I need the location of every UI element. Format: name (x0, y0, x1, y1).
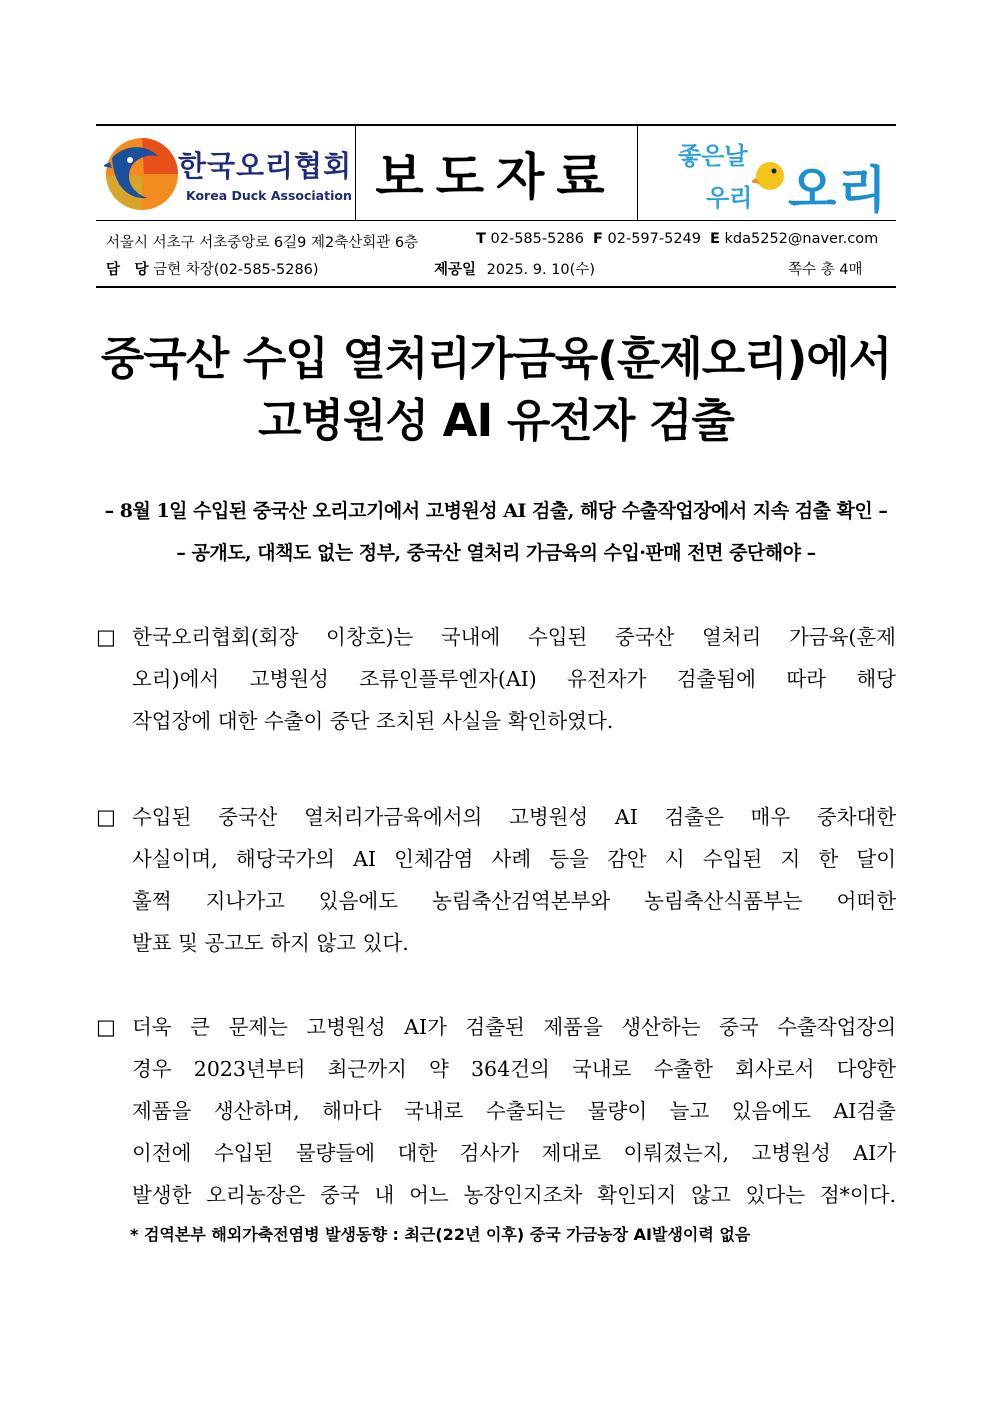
duck-logo-icon (104, 136, 180, 212)
subhead-1: – 8월 1일 수입된 중국산 오리고기에서 고병원성 AI 검출, 해당 수출작업장에서 지속 검출 확인 – (104, 500, 888, 522)
paragraph-line: 수입된 중국산 열처리가금육에서의 고병원성 AI 검출은 매우 중차대한 (132, 805, 896, 829)
date-value: 2025. 9. 10(수) (486, 262, 595, 278)
brand-text-2: 우리 (706, 184, 753, 212)
association-logo (100, 132, 352, 214)
page-count: 쪽수 총 4매 (788, 262, 863, 278)
paragraph-line: 사실이며, 해당국가의 AI 인체감염 사례 등을 감안 시 수입된 지 한 달이 (132, 847, 896, 871)
manager-label: 담 당 (106, 262, 149, 278)
header-top-rule (96, 124, 896, 126)
tel-label: T (476, 231, 486, 247)
paragraph-line: 오리)에서 고병원성 조류인플루엔자(AI) 유전자가 검출됨에 따라 해당 (132, 667, 896, 691)
paragraph-line: 훌쩍 지나가고 있음에도 농림축산검역본부와 농림축산식품부는 어떠한 (132, 889, 896, 913)
date-info (434, 258, 595, 279)
manager-info (106, 258, 319, 279)
paragraph-line: 이전에 수입된 물량들에 대한 검사가 제대로 이뤄졌는지, 고병원성 AI가 (132, 1141, 896, 1165)
header-mid-rule (96, 220, 896, 221)
manager-value: 금현 차장(02-585-5286) (153, 262, 319, 278)
fax-info (593, 231, 701, 247)
header-bottom-rule (96, 286, 896, 288)
address: 서울시 서초구 서초중앙로 6길9 제2축산회관 6층 (106, 235, 419, 251)
checkbox-bullet-icon: □ (96, 805, 116, 829)
doc-type-title: 보도자료 (375, 148, 617, 206)
fax-value: 02-597-5249 (607, 231, 702, 247)
headline-line-2: 고병원성 AI 유전자 검출 (258, 394, 734, 447)
paragraph-line: 발생한 오리농장은 중국 내 어느 농장인지조차 확인되지 않고 있다는 점*이다. (132, 1183, 896, 1207)
brand-logo (640, 130, 896, 219)
brand-text-1: 좋은날 (678, 142, 748, 170)
header-divider (637, 125, 638, 220)
brand-text-3: 오리 (788, 161, 889, 219)
paragraph-1 (96, 616, 896, 742)
headline-line-1: 중국산 수입 열처리가금육(훈제오리)에서 (100, 332, 892, 385)
paragraph-line: 더욱 큰 문제는 고병원성 AI가 검출된 제품을 생산하는 중국 수출작업장의 (132, 1015, 896, 1039)
paragraph-line: 경우 2023년부터 최근까지 약 364건의 국내로 수출한 회사로서 다양한 (132, 1057, 896, 1081)
email-info (710, 231, 878, 247)
checkbox-bullet-icon: □ (96, 625, 116, 649)
fax-label: F (593, 231, 603, 247)
paragraph-line: 발표 및 공고도 하지 않고 있다. (132, 931, 409, 955)
paragraph-2 (96, 796, 896, 964)
paragraph-3 (96, 1006, 896, 1216)
checkbox-bullet-icon: □ (96, 1015, 116, 1039)
org-name-ko: 한국오리협회 (178, 149, 353, 183)
tel-value: 02-585-5286 (490, 231, 585, 247)
duck-mascot-icon (752, 158, 788, 192)
email-label: E (710, 231, 720, 247)
org-name-en: Korea Duck Association (186, 188, 352, 203)
footnote: * 검역본부 해외가축전염병 발생동향 : 최근(22년 이후) 중국 가금농장 AI발생이력 없음 (130, 1225, 751, 1244)
subhead-2: – 공개도, 대책도 없는 정부, 중국산 열처리 가금육의 수입·판매 전면 중단해야 – (176, 542, 816, 564)
paragraph-line: 제품을 생산하며, 해마다 국내로 수출되는 물량이 늘고 있음에도 AI검출 (132, 1099, 896, 1123)
tel-info (476, 231, 584, 247)
paragraph-line: 한국오리협회(회장 이창호)는 국내에 수입된 중국산 열처리 가금육(훈제 (132, 625, 896, 649)
date-label: 제공일 (434, 262, 477, 278)
paragraph-line: 작업장에 대한 수출이 중단 조치된 사실을 확인하였다. (132, 709, 614, 733)
email-value: kda5252@naver.com (724, 231, 879, 247)
